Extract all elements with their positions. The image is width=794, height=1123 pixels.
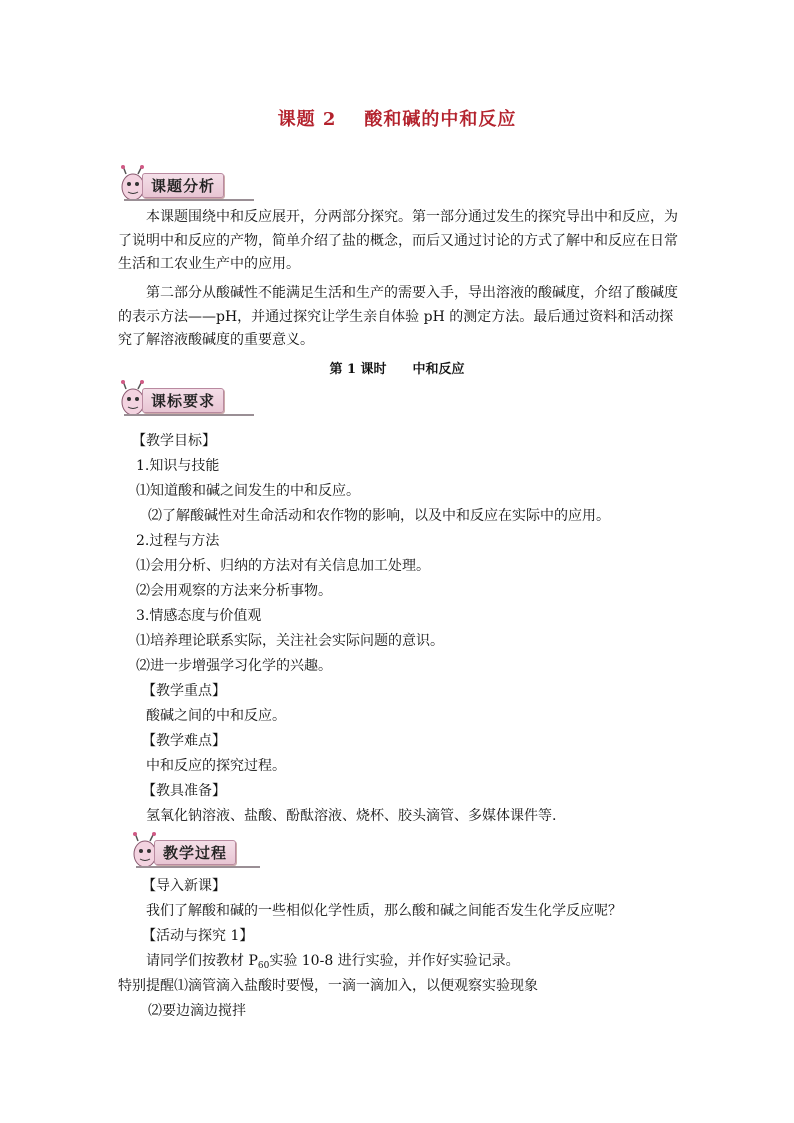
lesson-period: 第 1 课时 <box>329 362 387 377</box>
tools-text: 氢氧化钠溶液、盐酸、酚酞溶液、烧杯、胶头滴管、多媒体课件等. <box>146 808 557 824</box>
lesson-topic: 中和反应 <box>412 362 465 377</box>
analysis-paragraph-2: 第二部分从酸碱性不能满足生活和生产的需要入手，导出溶液的酸碱度，介绍了酸碱度的表示方法——pH，并通过探究让学生亲自体验 pH 的测定方法。最后通过资料和活动探究了解溶液酸碱度的重要意义。 <box>118 285 678 348</box>
section-divider <box>136 866 260 868</box>
page-subscript: 60 <box>257 961 270 971</box>
emotion-title: 3.情感态度与价值观 <box>136 608 262 624</box>
lesson-name: 酸和碱的中和反应 <box>364 109 517 130</box>
tools-header: 【教具准备】 <box>142 783 226 799</box>
section-header-process <box>130 832 254 872</box>
intro-header: 【导入新课】 <box>142 878 226 894</box>
emotion-item-2: ⑵进一步增强学习化学的兴趣。 <box>136 658 332 674</box>
lesson-number: 课题 2 <box>277 109 337 130</box>
analysis-paragraph-1: 本课题围绕中和反应展开，分两部分探究。第一部分通过发生的探究导出中和反应，为了说明中和反应的产物，简单介绍了盐的概念，而后又通过讨论的方式了解中和反应在日常生活和工农业生产中的应用。 <box>118 209 678 272</box>
reminder-1: 特别提醒⑴滴管滴入盐酸时要慢，一滴一滴加入，以便观察实验现象 <box>118 978 538 994</box>
goals-header: 【教学目标】 <box>132 433 216 449</box>
emotion-item-1: ⑴培养理论联系实际，关注社会实际问题的意识。 <box>136 633 444 649</box>
activity-header: 【活动与探究 1】 <box>142 928 254 944</box>
section-divider <box>124 414 254 416</box>
intro-text: 我们了解酸和碱的一些相似化学性质，那么酸和碱之间能否发生化学反应呢？ <box>146 903 622 919</box>
section-header-analysis <box>118 165 248 205</box>
key-point-header: 【教学重点】 <box>142 683 226 699</box>
method-item-1: ⑴会用分析、归纳的方法对有关信息加工处理。 <box>136 558 430 574</box>
activity-instruction: 请同学们按教材 $P_{60}$实验 10-8 进行实验，并作好实验记录。 <box>146 953 520 971</box>
lesson-heading <box>0 358 794 377</box>
knowledge-item-1: ⑴知道酸和碱之间发生的中和反应。 <box>136 483 360 499</box>
knowledge-title: 1.知识与技能 <box>136 458 220 474</box>
knowledge-item-2: ⑵了解酸碱性对生命活动和农作物的影响，以及中和反应在实际中的应用。 <box>148 508 610 524</box>
reminder-2: ⑵要边滴边搅拌 <box>148 1003 246 1019</box>
method-title: 2.过程与方法 <box>136 533 220 549</box>
section-divider <box>124 199 254 201</box>
section-label: 课题分析 <box>142 173 224 198</box>
section-label: 教学过程 <box>154 840 236 865</box>
section-label: 课标要求 <box>142 388 224 413</box>
key-point-text: 酸碱之间的中和反应。 <box>146 708 286 724</box>
page-title <box>0 105 794 131</box>
difficulty-text: 中和反应的探究过程。 <box>146 758 286 774</box>
difficulty-header: 【教学难点】 <box>142 733 226 749</box>
method-item-2: ⑵会用观察的方法来分析事物。 <box>136 583 332 599</box>
section-header-standards <box>118 380 248 420</box>
